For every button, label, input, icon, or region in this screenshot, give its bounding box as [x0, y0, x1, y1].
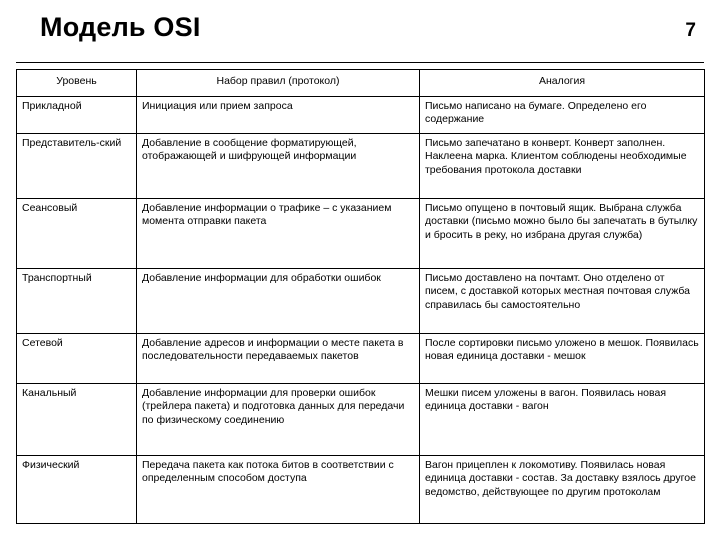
cell-protocol: Передача пакета как потока битов в соответствии с определенным способом доступа [137, 455, 420, 523]
header-analogy: Аналогия [420, 70, 705, 97]
cell-level: Прикладной [17, 96, 137, 133]
cell-level: Транспортный [17, 268, 137, 333]
cell-level: Представитель-ский [17, 133, 137, 198]
cell-protocol: Добавление информации для обработки ошибок [137, 268, 420, 333]
table-row [17, 383, 705, 455]
cell-analogy: Письмо опущено в почтовый ящик. Выбрана служба доставки (письмо можно было бы запечатать в бутылку и бросить в реку, но избрана другая служба) [420, 198, 705, 268]
title-divider [16, 62, 704, 63]
cell-analogy: Письмо написано на бумаге. Определено его содержание [420, 96, 705, 133]
header-level: Уровень [17, 70, 137, 97]
cell-level: Сеансовый [17, 198, 137, 268]
cell-protocol: Добавление информации о трафике – с указанием момента отправки пакета [137, 198, 420, 268]
table-header-row [17, 70, 705, 97]
header-protocol: Набор правил (протокол) [137, 70, 420, 97]
table-row [17, 133, 705, 198]
cell-protocol: Добавление адресов и информации о месте пакета в последовательности передаваемых пакетов [137, 333, 420, 383]
cell-analogy: Письмо запечатано в конверт. Конверт заполнен. Наклеена марка. Клиентом соблюдены необходимые требования протокола доставки [420, 133, 705, 198]
cell-analogy: Вагон прицеплен к локомотиву. Появилась новая единица доставки - состав. За доставку взялось другое ведомство, действующее по другим протоколам [420, 455, 705, 523]
table-row [17, 455, 705, 523]
cell-analogy: Мешки писем уложены в вагон. Появилась новая единица доставки - вагон [420, 383, 705, 455]
cell-level: Сетевой [17, 333, 137, 383]
cell-protocol: Добавление в сообщение форматирующей, отображающей и шифрующей информации [137, 133, 420, 198]
osi-table [16, 69, 705, 524]
table-row [17, 333, 705, 383]
table-row [17, 96, 705, 133]
page-number: 7 [685, 20, 696, 41]
cell-protocol: Инициация или прием запроса [137, 96, 420, 133]
cell-protocol: Добавление информации для проверки ошибок (трейлера пакета) и подготовка данных для передачи по физическому соединению [137, 383, 420, 455]
slide-title: Модель OSI [40, 12, 201, 42]
cell-level: Канальный [17, 383, 137, 455]
cell-analogy: Письмо доставлено на почтамт. Оно отделено от писем, с доставкой которых местная почтовая служба справилась бы самостоятельно [420, 268, 705, 333]
cell-level: Физический [17, 455, 137, 523]
table-row [17, 198, 705, 268]
table-row [17, 268, 705, 333]
cell-analogy: После сортировки письмо уложено в мешок. Появилась новая единица доставки - мешок [420, 333, 705, 383]
